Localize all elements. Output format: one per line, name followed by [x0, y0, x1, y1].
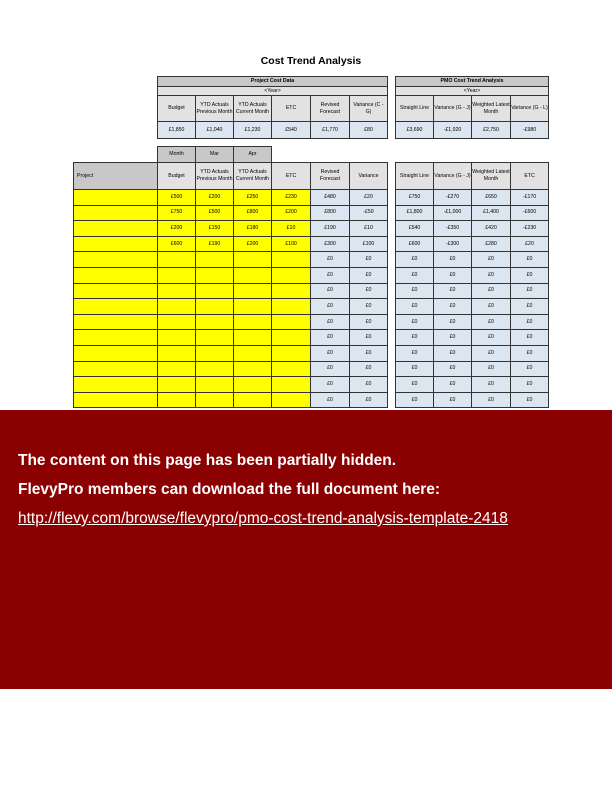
computed-cell: £0	[511, 252, 549, 268]
table-row	[396, 267, 549, 283]
input-cell[interactable]	[234, 330, 272, 346]
computed-cell: £0	[434, 330, 472, 346]
input-cell[interactable]	[272, 252, 311, 268]
table-row	[74, 330, 388, 346]
computed-cell: £0	[511, 314, 549, 330]
computed-cell: £0	[472, 283, 511, 299]
computed-cell: £0	[511, 283, 549, 299]
computed-cell: £0	[311, 345, 350, 361]
column-header: YTD Actuals Current Month	[234, 96, 272, 122]
computed-cell: £100	[350, 236, 388, 252]
summary-value: £80	[350, 122, 388, 139]
computed-cell: £0	[434, 361, 472, 377]
computed-cell: £480	[311, 190, 350, 206]
input-cell[interactable]	[158, 283, 196, 299]
page-title: Cost Trend Analysis	[260, 55, 362, 67]
computed-cell: £0	[472, 345, 511, 361]
table-row	[74, 236, 388, 252]
input-cell[interactable]	[272, 299, 311, 315]
computed-cell: £0	[396, 267, 434, 283]
computed-cell: £0	[311, 252, 350, 268]
column-header: ETC	[511, 163, 549, 190]
summary-value: £3,690	[396, 122, 434, 139]
input-cell[interactable]	[234, 267, 272, 283]
input-cell[interactable]	[158, 267, 196, 283]
table-row	[396, 314, 549, 330]
computed-cell: £750	[396, 190, 434, 206]
input-cell[interactable]: £100	[272, 236, 311, 252]
project-name-input[interactable]	[74, 299, 158, 315]
computed-cell: £0	[472, 252, 511, 268]
computed-cell: £0	[350, 267, 388, 283]
group-header: Project Cost Data	[158, 77, 388, 87]
input-cell[interactable]	[234, 314, 272, 330]
month-selector-row	[157, 146, 272, 163]
project-cost-summary-table	[157, 76, 388, 139]
computed-cell: £800	[311, 205, 350, 221]
computed-cell: £0	[434, 267, 472, 283]
computed-cell: -£600	[511, 205, 549, 221]
computed-cell: £650	[472, 190, 511, 206]
input-cell[interactable]: £200	[196, 190, 234, 206]
computed-cell: £0	[472, 330, 511, 346]
summary-value: £1,040	[196, 122, 234, 139]
computed-cell: £0	[511, 361, 549, 377]
table-row	[396, 252, 549, 268]
input-cell[interactable]: £200	[158, 221, 196, 237]
input-cell[interactable]	[196, 330, 234, 346]
input-cell[interactable]	[158, 252, 196, 268]
input-cell[interactable]	[196, 267, 234, 283]
input-cell[interactable]	[234, 283, 272, 299]
column-header: YTD Actuals Previous Month	[196, 96, 234, 122]
input-cell[interactable]	[196, 345, 234, 361]
input-cell[interactable]	[158, 345, 196, 361]
month-cell[interactable]: Mar	[196, 147, 234, 163]
input-cell[interactable]	[234, 392, 272, 408]
column-header: Variance (G - J)	[434, 163, 472, 190]
input-cell[interactable]: £180	[234, 221, 272, 237]
computed-cell: £190	[311, 221, 350, 237]
project-name-input[interactable]	[74, 345, 158, 361]
column-header: Project	[74, 163, 158, 190]
computed-cell: £1,400	[472, 205, 511, 221]
project-name-input[interactable]	[74, 330, 158, 346]
computed-cell: £0	[396, 299, 434, 315]
column-header: Revised Forecast	[311, 163, 350, 190]
month-label: Month	[158, 147, 196, 163]
table-row	[396, 283, 549, 299]
input-cell[interactable]	[272, 314, 311, 330]
input-cell[interactable]	[158, 314, 196, 330]
table-row	[74, 299, 388, 315]
computed-cell: £0	[311, 299, 350, 315]
computed-cell: £280	[472, 236, 511, 252]
summary-value: £2,750	[472, 122, 511, 139]
input-cell[interactable]	[272, 361, 311, 377]
column-header: Revised Forecast	[311, 96, 350, 122]
summary-value: £1,770	[311, 122, 350, 139]
column-header: Variance (G - L)	[511, 96, 549, 122]
computed-cell: £0	[511, 345, 549, 361]
input-cell[interactable]	[196, 361, 234, 377]
computed-cell: £0	[311, 377, 350, 393]
input-cell[interactable]	[196, 299, 234, 315]
computed-cell: £0	[396, 345, 434, 361]
computed-cell: £0	[311, 330, 350, 346]
computed-cell: £0	[396, 330, 434, 346]
input-cell[interactable]: £500	[158, 190, 196, 206]
computed-cell: £0	[511, 330, 549, 346]
computed-cell: -£50	[350, 205, 388, 221]
pmo-cost-trend-summary-table	[395, 76, 549, 139]
table-row	[74, 205, 388, 221]
computed-cell: £20	[511, 236, 549, 252]
input-cell[interactable]	[234, 345, 272, 361]
input-cell[interactable]	[234, 252, 272, 268]
column-header: Weighted Latest Month	[472, 96, 511, 122]
computed-cell: £0	[396, 314, 434, 330]
project-name-input[interactable]	[74, 361, 158, 377]
download-link[interactable]: http://flevy.com/browse/flevypro/pmo-cost-trend-analysis-template-2418	[18, 510, 508, 527]
computed-cell: £0	[434, 377, 472, 393]
input-cell[interactable]: £10	[272, 221, 311, 237]
input-cell[interactable]	[272, 377, 311, 393]
column-header: YTD Actuals Previous Month	[196, 163, 234, 190]
hidden-notice: The content on this page has been partially hidden.	[18, 452, 397, 469]
input-cell[interactable]	[196, 392, 234, 408]
column-header: Budget	[158, 163, 196, 190]
table-row	[74, 267, 388, 283]
table-row	[74, 392, 388, 408]
input-cell[interactable]: £600	[158, 236, 196, 252]
computed-cell: £0	[434, 299, 472, 315]
input-cell[interactable]: £230	[272, 190, 311, 206]
computed-cell: -£1,000	[434, 205, 472, 221]
computed-cell: -£170	[511, 190, 549, 206]
pmo-detail-table	[395, 162, 549, 408]
summary-value: £540	[272, 122, 311, 139]
input-cell[interactable]	[272, 283, 311, 299]
computed-cell: -£230	[511, 221, 549, 237]
table-row	[74, 361, 388, 377]
input-cell[interactable]	[196, 252, 234, 268]
computed-cell: £1,800	[396, 205, 434, 221]
table-row	[396, 221, 549, 237]
input-cell[interactable]	[234, 299, 272, 315]
computed-cell: £0	[396, 283, 434, 299]
computed-cell: £0	[472, 314, 511, 330]
table-row	[396, 392, 549, 408]
computed-cell: £0	[350, 345, 388, 361]
input-cell[interactable]	[196, 283, 234, 299]
project-name-input[interactable]	[74, 236, 158, 252]
input-cell[interactable]	[234, 361, 272, 377]
input-cell[interactable]	[158, 392, 196, 408]
input-cell[interactable]: £800	[234, 205, 272, 221]
summary-value: -£1,920	[434, 122, 472, 139]
input-cell[interactable]	[158, 361, 196, 377]
download-notice: FlevyPro members can download the full document here:	[18, 481, 441, 498]
input-cell[interactable]: £750	[158, 205, 196, 221]
input-cell[interactable]: £200	[272, 205, 311, 221]
computed-cell: £300	[311, 236, 350, 252]
table-row	[396, 190, 549, 206]
year-label: <Year>	[158, 87, 388, 96]
computed-cell: £0	[350, 361, 388, 377]
table-row	[396, 330, 549, 346]
computed-cell: £0	[350, 283, 388, 299]
project-name-input[interactable]	[74, 252, 158, 268]
computed-cell: £0	[434, 392, 472, 408]
input-cell[interactable]: £200	[234, 236, 272, 252]
column-header: Variance (G - J)	[434, 96, 472, 122]
summary-value: -£980	[511, 122, 549, 139]
table-row	[74, 190, 388, 206]
computed-cell: £0	[434, 252, 472, 268]
computed-cell: £420	[472, 221, 511, 237]
computed-cell: £0	[472, 267, 511, 283]
computed-cell: £0	[350, 252, 388, 268]
input-cell[interactable]: £150	[196, 221, 234, 237]
computed-cell: £540	[396, 221, 434, 237]
input-cell[interactable]: £500	[196, 205, 234, 221]
project-name-input[interactable]	[74, 283, 158, 299]
computed-cell: £0	[511, 392, 549, 408]
computed-cell: £0	[511, 377, 549, 393]
table-row	[74, 377, 388, 393]
computed-cell: £0	[350, 314, 388, 330]
table-row	[74, 314, 388, 330]
month-cell[interactable]: Apr	[234, 147, 272, 163]
computed-cell: £10	[350, 221, 388, 237]
project-name-input[interactable]	[74, 221, 158, 237]
table-row	[74, 345, 388, 361]
project-name-input[interactable]	[74, 267, 158, 283]
computed-cell: £0	[311, 267, 350, 283]
computed-cell: £0	[434, 283, 472, 299]
computed-cell: £0	[396, 377, 434, 393]
computed-cell: £0	[350, 330, 388, 346]
computed-cell: £0	[434, 345, 472, 361]
column-header: Straight Line	[396, 163, 434, 190]
table-row	[396, 299, 549, 315]
column-header: Straight Line	[396, 96, 434, 122]
input-cell[interactable]	[158, 299, 196, 315]
computed-cell: -£350	[434, 221, 472, 237]
computed-cell: £0	[472, 299, 511, 315]
table-row	[396, 361, 549, 377]
input-cell[interactable]	[196, 314, 234, 330]
computed-cell: £0	[311, 283, 350, 299]
input-cell[interactable]	[272, 330, 311, 346]
input-cell[interactable]: £250	[234, 190, 272, 206]
table-row	[396, 236, 549, 252]
computed-cell: £0	[511, 299, 549, 315]
computed-cell: £0	[311, 314, 350, 330]
column-header: ETC	[272, 96, 311, 122]
input-cell[interactable]	[272, 392, 311, 408]
computed-cell: £0	[311, 361, 350, 377]
hidden-content-banner	[0, 410, 612, 689]
input-cell[interactable]	[158, 330, 196, 346]
computed-cell: £0	[350, 299, 388, 315]
table-row	[396, 377, 549, 393]
table-row	[74, 252, 388, 268]
computed-cell: £0	[311, 392, 350, 408]
table-row	[396, 205, 549, 221]
input-cell[interactable]	[234, 377, 272, 393]
project-name-input[interactable]	[74, 190, 158, 206]
computed-cell: £0	[472, 377, 511, 393]
computed-cell: -£270	[434, 190, 472, 206]
project-detail-table	[73, 162, 388, 408]
project-name-input[interactable]	[74, 392, 158, 408]
project-name-input[interactable]	[74, 377, 158, 393]
table-row	[74, 221, 388, 237]
table-row	[396, 345, 549, 361]
project-name-input[interactable]	[74, 314, 158, 330]
computed-cell: -£300	[434, 236, 472, 252]
computed-cell: £600	[396, 236, 434, 252]
summary-value: £1,230	[234, 122, 272, 139]
column-header: ETC	[272, 163, 311, 190]
computed-cell: £0	[350, 377, 388, 393]
input-cell[interactable]	[196, 377, 234, 393]
column-header: Variance	[350, 163, 388, 190]
column-header: YTD Actuals Current Month	[234, 163, 272, 190]
computed-cell: £0	[511, 267, 549, 283]
input-cell[interactable]	[158, 377, 196, 393]
input-cell[interactable]: £190	[196, 236, 234, 252]
project-name-input[interactable]	[74, 205, 158, 221]
input-cell[interactable]	[272, 345, 311, 361]
computed-cell: £0	[396, 392, 434, 408]
column-header: Weighted Latest Month	[472, 163, 511, 190]
summary-value: £1,850	[158, 122, 196, 139]
computed-cell: £0	[472, 361, 511, 377]
computed-cell: £0	[396, 252, 434, 268]
computed-cell: £0	[434, 314, 472, 330]
computed-cell: £0	[350, 392, 388, 408]
year-label: <Year>	[396, 87, 549, 96]
input-cell[interactable]	[272, 267, 311, 283]
computed-cell: £0	[472, 392, 511, 408]
table-row	[74, 283, 388, 299]
computed-cell: £0	[396, 361, 434, 377]
column-header: Budget	[158, 96, 196, 122]
column-header: Variance (C - G)	[350, 96, 388, 122]
computed-cell: £20	[350, 190, 388, 206]
group-header: PMO Cost Trend Analysis	[396, 77, 549, 87]
